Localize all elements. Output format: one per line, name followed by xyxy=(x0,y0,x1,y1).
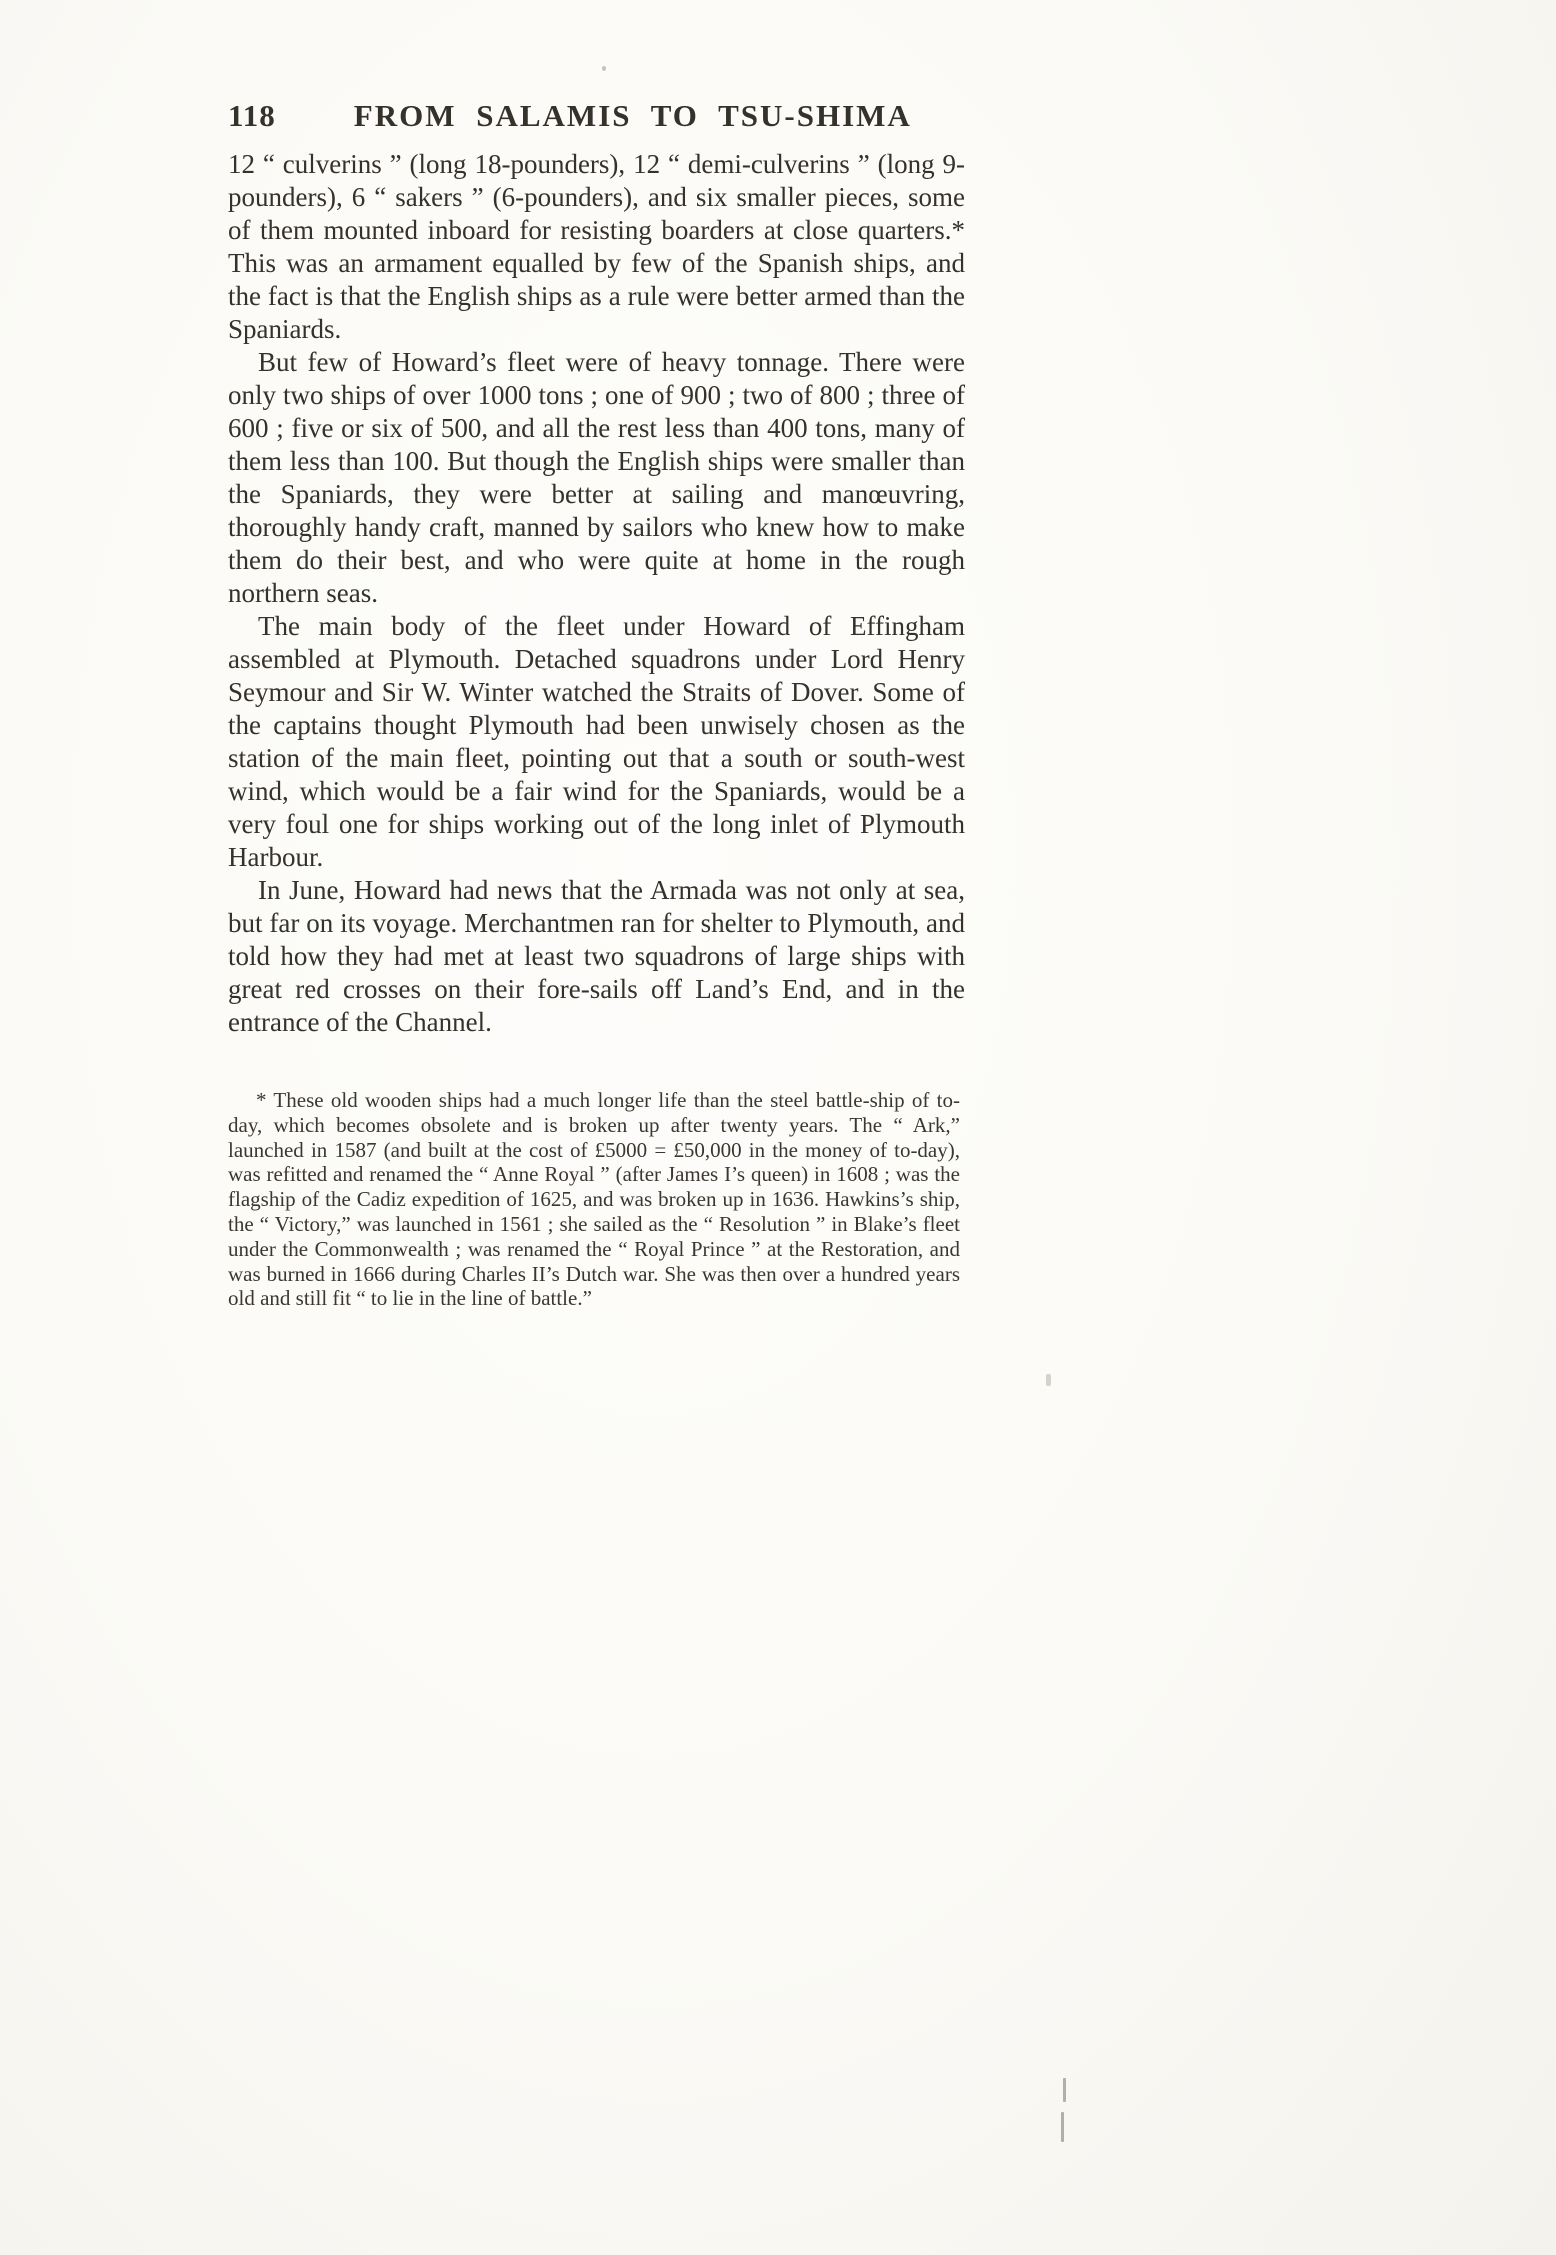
page-content xyxy=(228,98,965,1039)
body-text xyxy=(228,148,965,1039)
paragraph-armament: 12 “ culverins ” (long 18-pounders), 12 “ demi-culverins ” (long 9-pounders), 6 “ sakers ” (6-pounders), and six smaller pieces, some of them mounted inboard for resisting boarders at close quarters.* This was an armament equalled by few of the Spanish ships, and the fact is that the English ships as a rule were better armed than the Spaniards. xyxy=(228,149,965,344)
paragraph-fleet-stations: The main body of the fleet under Howard of Effingham assembled at Plymouth. Detached squadrons under Lord Henry Seymour and Sir W. Winter watched the Straits of Dover. Some of the captains thought Plymouth had been unwisely chosen as the station of the main fleet, pointing out that a south or south-west wind, which would be a fair wind for the Spaniards, would be a very foul one for ships working out of the long inlet of Plymouth Harbour. xyxy=(228,611,965,872)
paragraph-tonnage: But few of Howard’s fleet were of heavy tonnage. There were only two ships of over 1000 tons ; one of 900 ; two of 800 ; three of 600 ; five or six of 500, and all the rest less than 400 tons, many of them less than 100. But though the English ships were smaller than the Spaniards, they were better at sailing and manœuvring, thoroughly handy craft, manned by sailors who knew how to make them do their best, and who were quite at home in the rough northern seas. xyxy=(228,347,965,608)
footnote-text: * These old wooden ships had a much longer life than the steel battle-ship of to-day, which becomes obsolete and is broken up after twenty years. The “ Ark,” launched in 1587 (and built at the cost of £5000 = £50,000 in the money of to-day), was refitted and renamed the “ Anne Royal ” (after James I’s queen) in 1608 ; was the flagship of the Cadiz expedition of 1625, and was broken up in 1636. Hawkins’s ship, the “ Victory,” was launched in 1561 ; she sailed as the “ Resolution ” in Blake’s fleet under the Commonwealth ; was renamed the “ Royal Prince ” at the Restoration, and was burned in 1666 during Charles II’s Dutch war. She was then over a hundred years old and still fit “ to lie in the line of battle.” xyxy=(228,1088,960,1311)
page-number: 118 xyxy=(228,98,276,133)
running-title: FROM SALAMIS TO TSU-SHIMA xyxy=(353,98,912,133)
scan-mark-bottom-2 xyxy=(1061,2112,1064,2142)
scan-mark-bottom-1 xyxy=(1063,2078,1066,2102)
paragraph-armada-news: In June, Howard had news that the Armada was not only at sea, but far on its voyage. Merchantmen ran for shelter to Plymouth, and told how they had met at least two squadrons of large ships with great red crosses on their fore-sails off Land’s End, and in the entrance of the Channel. xyxy=(228,875,965,1037)
scan-speck-top xyxy=(602,66,606,71)
running-head xyxy=(228,98,965,134)
footnote xyxy=(228,1088,960,1311)
scan-speck-right xyxy=(1046,1374,1051,1386)
